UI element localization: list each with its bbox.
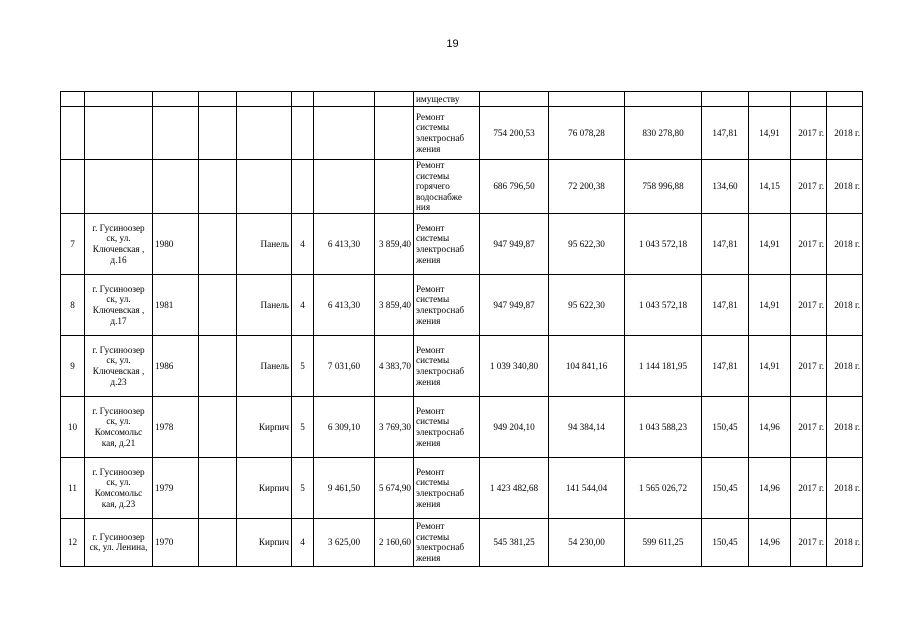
cell-floors: 4 [292, 518, 314, 566]
cell-address: г. Гусиноозер ск, ул. Комсомольс кая, д.21 [85, 396, 153, 457]
cell-work: Ремонт системы электроснаб жения [414, 274, 480, 335]
cell-rate1: 150,45 [702, 518, 749, 566]
cell-area: 6 413,30 [314, 213, 375, 274]
repair-table [60, 91, 863, 567]
cell-num: 7 [61, 213, 85, 274]
cell-address: г. Гусиноозер ск, ул. Ленина, [85, 518, 153, 566]
cell-material: Панель [237, 213, 292, 274]
cell-year: 1986 [153, 335, 199, 396]
cell-y1: 2017 г. [791, 160, 827, 214]
cell-area [314, 107, 375, 160]
cell-address: г. Гусиноозер ск, ул. Ключевская , д.23 [85, 335, 153, 396]
cell-cost2 [549, 92, 625, 107]
cell-area2: 2 160,60 [375, 518, 414, 566]
cell-num: 8 [61, 274, 85, 335]
cell-year [153, 160, 199, 214]
cell-material: Панель [237, 335, 292, 396]
cell-work: Ремонт системы электроснаб жения [414, 213, 480, 274]
cell-y2: 2018 г. [827, 518, 863, 566]
cell-rate2: 14,96 [749, 518, 791, 566]
cell-address: г. Гусиноозер ск, ул. Ключевская , д.16 [85, 213, 153, 274]
cell-area2 [375, 107, 414, 160]
cell-cost1: 1 423 482,68 [480, 457, 549, 518]
cell-work: Ремонт системы электроснаб жения [414, 518, 480, 566]
cell-floors [292, 92, 314, 107]
cell-total: 1 043 588,23 [625, 396, 702, 457]
cell-year: 1978 [153, 396, 199, 457]
table-row [61, 92, 863, 107]
table-row [61, 457, 863, 518]
cell-empty [199, 396, 237, 457]
cell-y2: 2018 г. [827, 213, 863, 274]
cell-floors: 4 [292, 213, 314, 274]
cell-y2: 2018 г. [827, 335, 863, 396]
cell-material [237, 107, 292, 160]
cell-y2: 2018 г. [827, 160, 863, 214]
cell-y1: 2017 г. [791, 107, 827, 160]
cell-num: 10 [61, 396, 85, 457]
cell-material: Кирпич [237, 457, 292, 518]
cell-area2: 3 859,40 [375, 213, 414, 274]
cell-area2: 5 674,90 [375, 457, 414, 518]
cell-total: 1 144 181,95 [625, 335, 702, 396]
cell-total: 599 611,25 [625, 518, 702, 566]
cell-rate2: 14,15 [749, 160, 791, 214]
cell-rate2: 14,91 [749, 335, 791, 396]
cell-address [85, 92, 153, 107]
table-row [61, 274, 863, 335]
cell-num: 11 [61, 457, 85, 518]
cell-empty [199, 160, 237, 214]
cell-year: 1980 [153, 213, 199, 274]
cell-area2 [375, 92, 414, 107]
cell-y2: 2018 г. [827, 274, 863, 335]
cell-num [61, 107, 85, 160]
cell-floors [292, 160, 314, 214]
cell-cost2: 141 544,04 [549, 457, 625, 518]
cell-area: 6 309,10 [314, 396, 375, 457]
cell-rate2: 14,91 [749, 274, 791, 335]
cell-cost1: 947 949,87 [480, 213, 549, 274]
cell-total: 1 565 026,72 [625, 457, 702, 518]
cell-total [625, 92, 702, 107]
cell-rate2: 14,91 [749, 107, 791, 160]
cell-total: 1 043 572,18 [625, 213, 702, 274]
cell-y2 [827, 92, 863, 107]
cell-cost2: 54 230,00 [549, 518, 625, 566]
cell-cost2: 104 841,16 [549, 335, 625, 396]
cell-area [314, 160, 375, 214]
cell-total: 758 996,88 [625, 160, 702, 214]
cell-empty [199, 107, 237, 160]
cell-cost1: 947 949,87 [480, 274, 549, 335]
cell-rate1: 147,81 [702, 335, 749, 396]
cell-year [153, 92, 199, 107]
cell-num: 12 [61, 518, 85, 566]
cell-area: 9 461,50 [314, 457, 375, 518]
cell-empty [199, 92, 237, 107]
cell-year: 1979 [153, 457, 199, 518]
page-number: 19 [446, 38, 459, 50]
cell-empty [199, 274, 237, 335]
cell-work: Ремонт системы горячего водоснабже ния [414, 160, 480, 214]
cell-area2: 3 769,30 [375, 396, 414, 457]
cell-year [153, 107, 199, 160]
cell-y1: 2017 г. [791, 335, 827, 396]
cell-rate1: 147,81 [702, 107, 749, 160]
cell-floors: 4 [292, 274, 314, 335]
cell-rate2: 14,96 [749, 396, 791, 457]
cell-address: г. Гусиноозер ск, ул. Ключевская , д.17 [85, 274, 153, 335]
cell-rate1: 147,81 [702, 274, 749, 335]
cell-area2: 3 859,40 [375, 274, 414, 335]
table-row [61, 160, 863, 214]
cell-area2: 4 383,70 [375, 335, 414, 396]
cell-rate1: 150,45 [702, 457, 749, 518]
cell-cost1: 545 381,25 [480, 518, 549, 566]
cell-work: Ремонт системы электроснаб жения [414, 457, 480, 518]
cell-rate1: 134,60 [702, 160, 749, 214]
cell-cost2: 94 384,14 [549, 396, 625, 457]
cell-area: 3 625,00 [314, 518, 375, 566]
cell-empty [199, 213, 237, 274]
cell-work: имуществу [414, 92, 480, 107]
cell-cost2: 76 078,28 [549, 107, 625, 160]
cell-y2: 2018 г. [827, 457, 863, 518]
cell-cost1: 949 204,10 [480, 396, 549, 457]
cell-y1: 2017 г. [791, 457, 827, 518]
cell-y2: 2018 г. [827, 107, 863, 160]
cell-rate2 [749, 92, 791, 107]
cell-year: 1970 [153, 518, 199, 566]
cell-material [237, 92, 292, 107]
cell-y1: 2017 г. [791, 213, 827, 274]
cell-cost1: 754 200,53 [480, 107, 549, 160]
cell-material [237, 160, 292, 214]
cell-area: 6 413,30 [314, 274, 375, 335]
cell-rate1: 150,45 [702, 396, 749, 457]
cell-area [314, 92, 375, 107]
cell-material: Панель [237, 274, 292, 335]
cell-address [85, 107, 153, 160]
cell-area: 7 031,60 [314, 335, 375, 396]
cell-num: 9 [61, 335, 85, 396]
cell-cost1: 686 796,50 [480, 160, 549, 214]
cell-cost1 [480, 92, 549, 107]
cell-num [61, 92, 85, 107]
table-row [61, 213, 863, 274]
cell-y1: 2017 г. [791, 518, 827, 566]
table-row [61, 107, 863, 160]
cell-rate1: 147,81 [702, 213, 749, 274]
cell-floors: 5 [292, 396, 314, 457]
table-row [61, 396, 863, 457]
cell-empty [199, 518, 237, 566]
cell-total: 1 043 572,18 [625, 274, 702, 335]
cell-floors: 5 [292, 457, 314, 518]
cell-area2 [375, 160, 414, 214]
table-row [61, 518, 863, 566]
cell-address: г. Гусиноозер ск, ул. Комсомольс кая, д.23 [85, 457, 153, 518]
cell-floors: 5 [292, 335, 314, 396]
cell-total: 830 278,80 [625, 107, 702, 160]
cell-empty [199, 335, 237, 396]
cell-year: 1981 [153, 274, 199, 335]
cell-material: Кирпич [237, 518, 292, 566]
cell-rate1 [702, 92, 749, 107]
cell-cost2: 95 622,30 [549, 274, 625, 335]
cell-cost2: 72 200,38 [549, 160, 625, 214]
cell-y1: 2017 г. [791, 396, 827, 457]
cell-floors [292, 107, 314, 160]
cell-num [61, 160, 85, 214]
cell-cost2: 95 622,30 [549, 213, 625, 274]
cell-work: Ремонт системы электроснаб жения [414, 396, 480, 457]
cell-y1: 2017 г. [791, 274, 827, 335]
cell-work: Ремонт системы электроснаб жения [414, 107, 480, 160]
cell-work: Ремонт системы электроснаб жения [414, 335, 480, 396]
table-row [61, 335, 863, 396]
cell-y2: 2018 г. [827, 396, 863, 457]
cell-material: Кирпич [237, 396, 292, 457]
cell-cost1: 1 039 340,80 [480, 335, 549, 396]
cell-rate2: 14,96 [749, 457, 791, 518]
cell-rate2: 14,91 [749, 213, 791, 274]
cell-empty [199, 457, 237, 518]
cell-address [85, 160, 153, 214]
cell-y1 [791, 92, 827, 107]
